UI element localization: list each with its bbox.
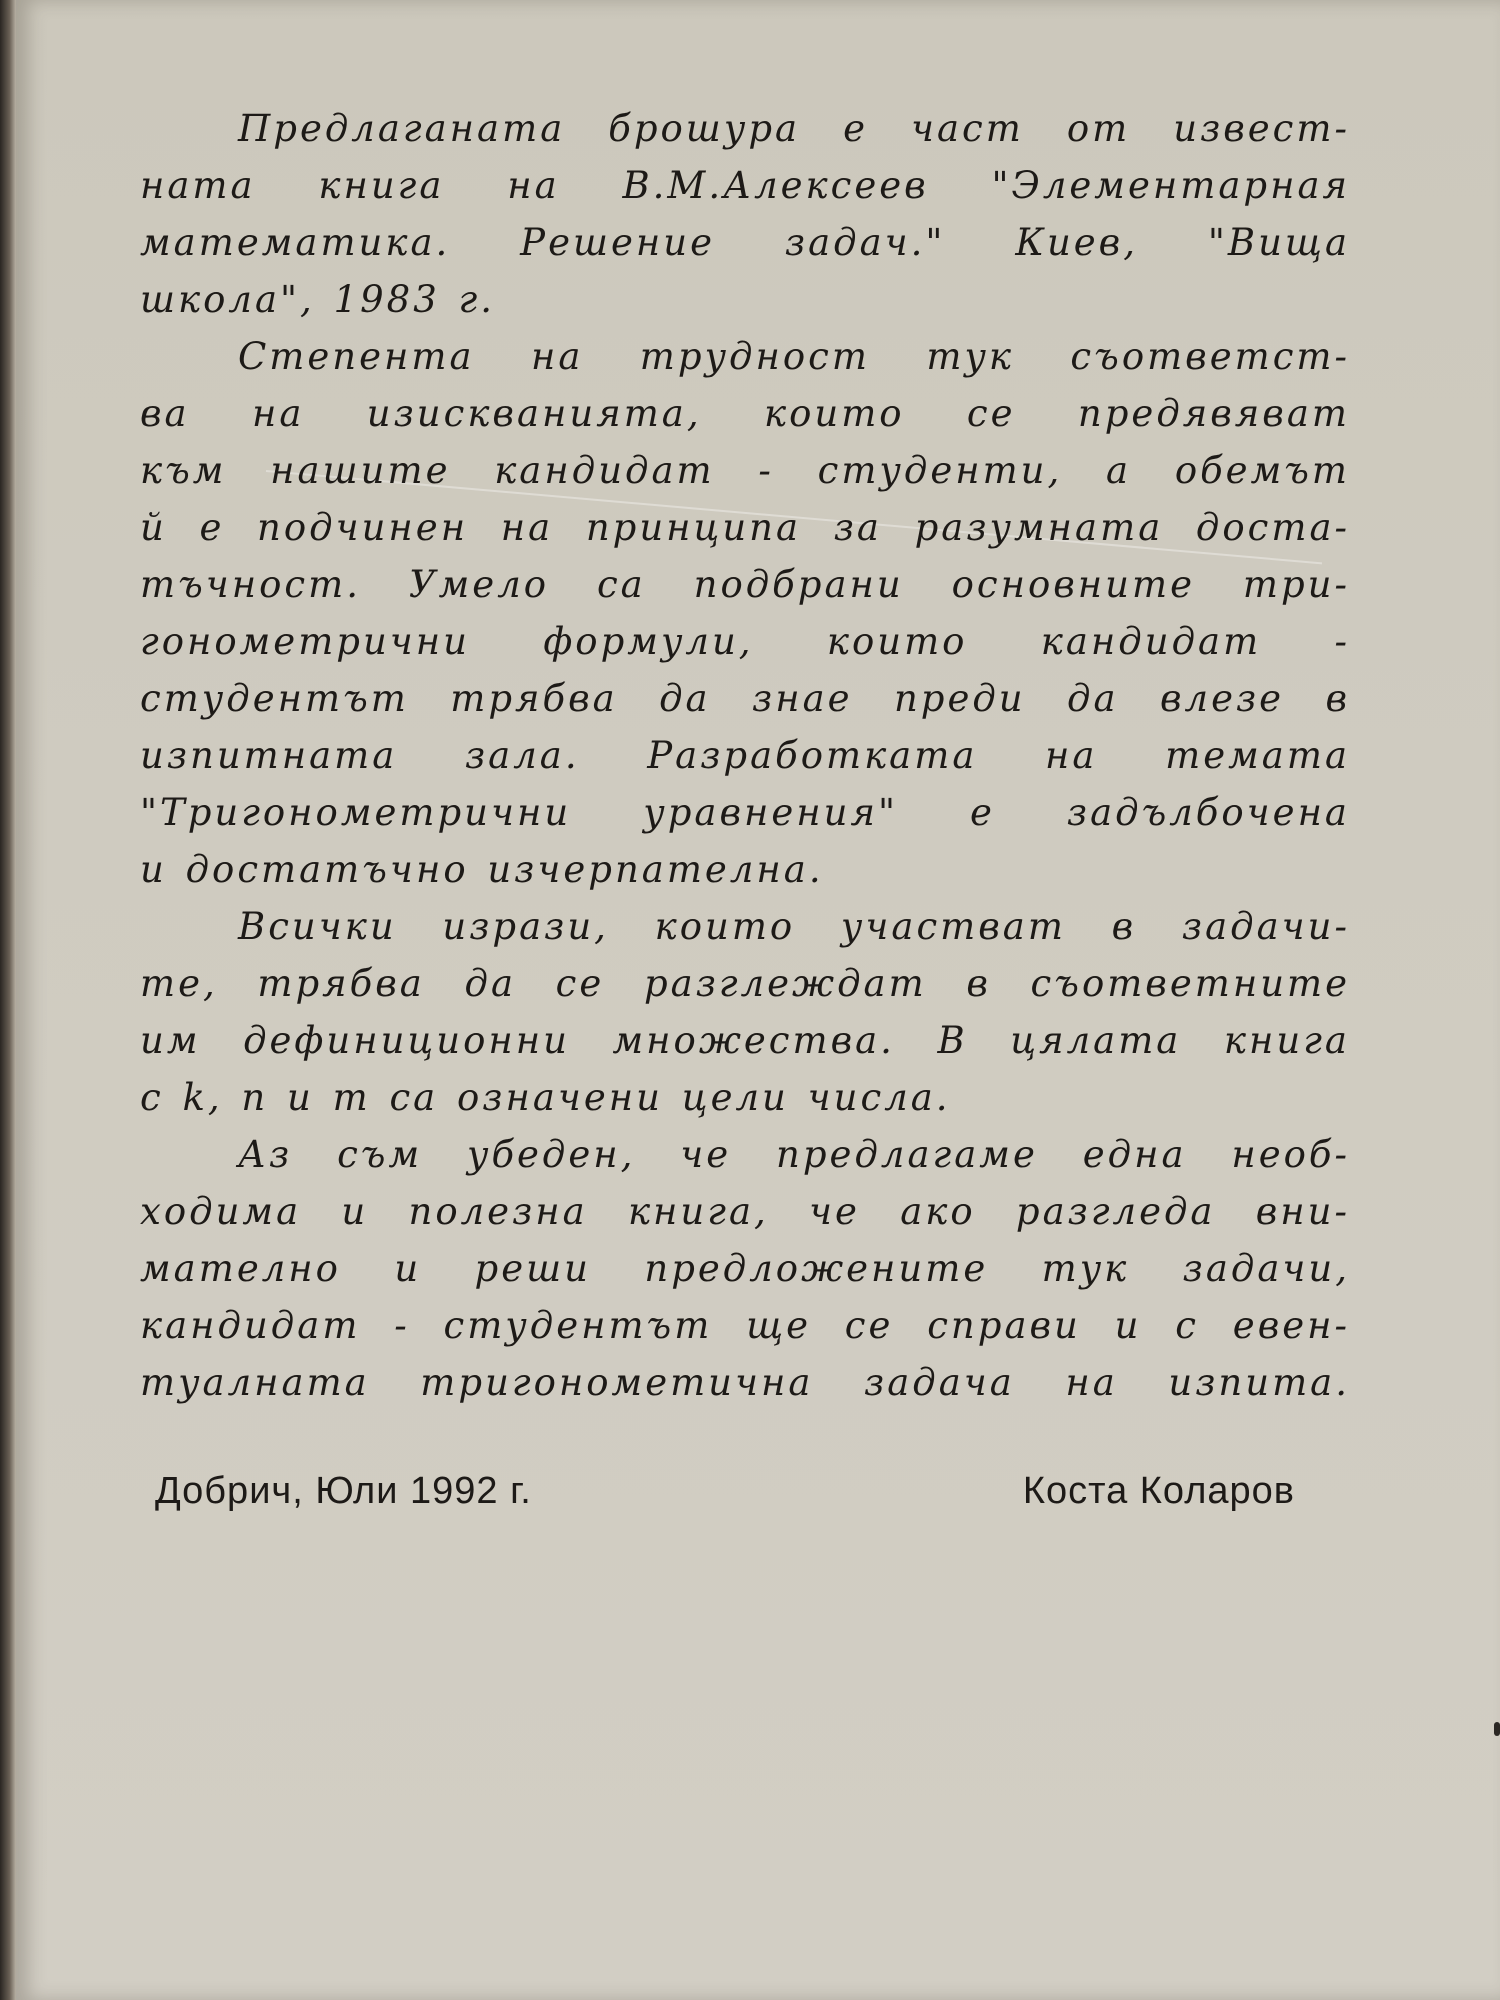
- text-line: Всички изрази, които участват в задачи-: [238, 905, 1350, 948]
- text-line: Предлаганата брошура е част от извест-: [238, 107, 1350, 150]
- text-line: "Тригонометрични уравнения" е задълбочена: [140, 791, 1350, 834]
- text-line: към нашите кандидат - студенти, а обемът: [140, 449, 1350, 492]
- text-line: туалната тригонометична задача на изпита.: [140, 1361, 1350, 1404]
- paragraph-2: [140, 328, 1350, 898]
- text-line: изпитната зала. Разработката на темата: [140, 734, 1350, 777]
- text-line: и достатъчно изчерпателна.: [140, 848, 824, 891]
- text-line: студентът трябва да знае преди да влезе в: [140, 677, 1350, 720]
- text-line: Аз съм убеден, че предлагаме една необ-: [238, 1133, 1350, 1176]
- text-line: ва на изискванията, които се предявяват: [140, 392, 1350, 435]
- text-line: Степента на трудност тук съответст-: [238, 335, 1350, 378]
- text-line: те, трябва да се разглеждат в съответните: [140, 962, 1350, 1005]
- text-line: математика. Решение задач." Киев, "Вища: [140, 221, 1350, 264]
- paragraph-1: [140, 100, 1350, 328]
- text-line: с k, n и m са означени цели числа.: [140, 1076, 951, 1119]
- preface-text: [140, 100, 1350, 1411]
- text-line: кандидат - студентът ще се справи и с евен-: [140, 1304, 1350, 1347]
- paragraph-4: [140, 1126, 1350, 1411]
- text-line: тъчност. Умело са подбрани основните три-: [140, 563, 1350, 606]
- ink-mark: [1494, 1722, 1500, 1736]
- signature-row: [155, 1470, 1295, 1530]
- text-line: ната книга на В.М.Алексеев "Элементарная: [140, 164, 1350, 207]
- text-line: им дефиниционни множества. В цялата книга: [140, 1019, 1350, 1062]
- text-line: й е подчинен на принципа за разумната доста-: [140, 506, 1350, 549]
- text-line: мателно и реши предложените тук задачи,: [140, 1247, 1350, 1290]
- text-line: ходима и полезна книга, че ако разгледа вни-: [140, 1190, 1350, 1233]
- paragraph-3: [140, 898, 1350, 1126]
- place-date: Добрич, Юли 1992 г.: [155, 1470, 532, 1512]
- text-line: школа", 1983 г.: [140, 278, 495, 321]
- book-gutter: [0, 0, 16, 2000]
- author-name: Коста Коларов: [1022, 1470, 1295, 1512]
- text-line: гонометрични формули, които кандидат -: [140, 620, 1350, 663]
